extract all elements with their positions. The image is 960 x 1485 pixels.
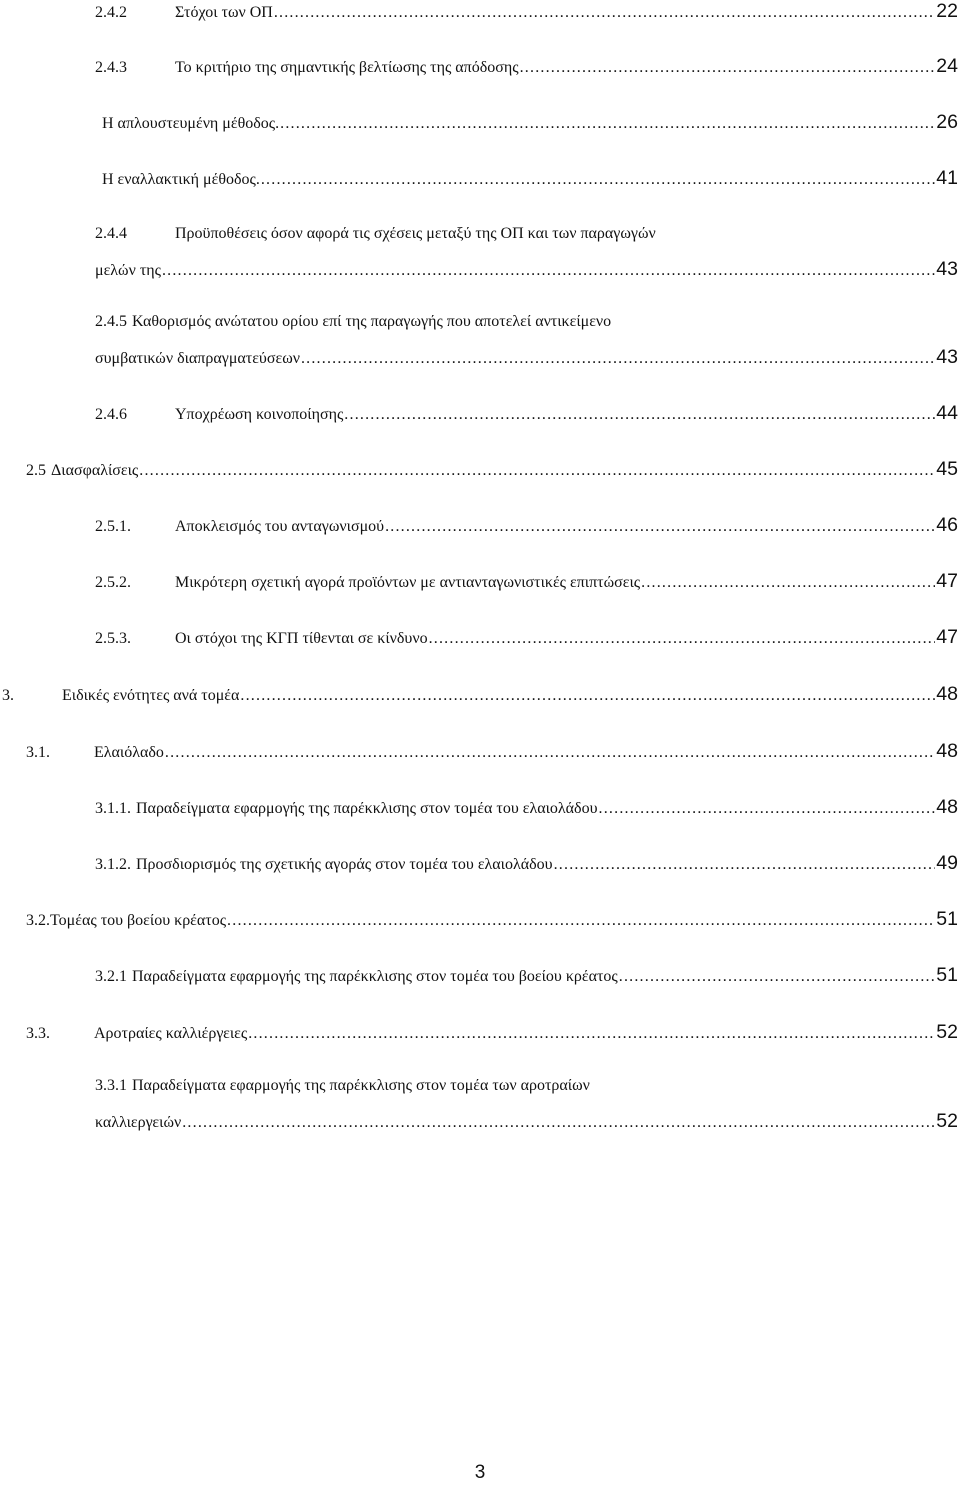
toc-entry-title-cont: συμβατικών διαπραγματεύσεων (95, 350, 300, 367)
dot-leader (520, 59, 936, 77)
toc-entry-number: 3. (2, 687, 14, 704)
dot-leader (619, 968, 936, 986)
toc-entry-title: Παραδείγματα εφαρμογής της παρέκκλισης στον τομέα του βοείου κρέατος (132, 968, 618, 985)
toc-entry-title: Η εναλλακτική μέθοδος. (102, 171, 260, 188)
toc-entry-line1[interactable] (95, 225, 958, 243)
dot-leader (248, 1025, 935, 1043)
toc-entry-number: 2.5.2. (95, 574, 131, 591)
dot-leader (162, 262, 935, 280)
toc-entry[interactable] (102, 167, 958, 190)
toc-entry-page: 46 (936, 514, 958, 536)
toc-entry-number: 3.3. (26, 1025, 50, 1042)
toc-entry[interactable] (95, 626, 958, 649)
toc-entry-title-cont: καλλιεργειών (95, 1114, 182, 1131)
toc-entry[interactable] (95, 55, 958, 78)
toc-entry-title-cont: μελών της (95, 262, 161, 279)
toc-entry-page: 26 (936, 111, 958, 133)
dot-leader (182, 1114, 935, 1132)
dot-leader (240, 687, 935, 705)
toc-entry-title: Το κριτήριο της σημαντικής βελτίωσης της απόδοσης (175, 59, 519, 76)
toc-entry[interactable] (2, 683, 958, 706)
dot-leader (554, 856, 936, 874)
toc-entry[interactable] (95, 0, 958, 23)
toc-entry-page: 48 (936, 740, 958, 762)
toc-entry-title: Ελαιόλαδο (94, 744, 164, 761)
toc-entry-line2[interactable] (95, 1110, 958, 1133)
toc-entry-line2[interactable] (95, 346, 958, 369)
toc-entry-number: 2.4.2 (95, 4, 127, 21)
toc-entry-page: 48 (936, 683, 958, 705)
toc-entry-number: 2.4.5 (95, 313, 127, 330)
toc-entry-title: Η απλουστευμένη μέθοδος. (102, 115, 280, 132)
toc-entry-line1[interactable] (95, 1077, 958, 1095)
toc-entry-line1[interactable] (95, 313, 958, 331)
toc-entry-title: Οι στόχοι της ΚΓΠ τίθενται σε κίνδυνο (175, 630, 428, 647)
toc-entry-title: Προϋποθέσεις όσον αφορά τις σχέσεις μεταξύ της ΟΠ και των παραγωγών (175, 225, 656, 242)
toc-entry[interactable] (26, 908, 958, 931)
dot-leader (301, 350, 935, 368)
toc-entry-page: 51 (936, 908, 958, 930)
toc-entry-title: Αροτραίες καλλιέργειες (94, 1025, 248, 1042)
toc-entry-title: Στόχοι των ΟΠ (175, 4, 273, 21)
toc-entry-page: 52 (936, 1021, 958, 1043)
toc-entry[interactable] (95, 964, 958, 987)
dot-leader (227, 912, 935, 930)
dot-leader (344, 406, 935, 424)
toc-entry-number: 3.1. (26, 744, 50, 761)
toc-entry-page: 45 (936, 458, 958, 480)
toc-entry-page: 22 (936, 0, 958, 22)
toc-entry[interactable] (26, 458, 958, 481)
dot-leader (280, 115, 935, 133)
toc-entry-number: 3.2.1 (95, 968, 127, 985)
toc-entry[interactable] (102, 111, 958, 134)
toc-entry-number: 3.2. (26, 912, 50, 929)
dot-leader (165, 744, 935, 762)
toc-entry-title: Καθορισμός ανώτατου ορίου επί της παραγωγής που αποτελεί αντικείμενο (132, 313, 612, 330)
toc-entry-page: 47 (936, 570, 958, 592)
toc-entry-title: Τομέας του βοείου κρέατος (50, 912, 227, 929)
dot-leader (139, 462, 935, 480)
toc-entry[interactable] (95, 852, 958, 875)
toc-entry-page: 43 (936, 346, 958, 368)
dot-leader (429, 630, 936, 648)
toc-entry-page: 47 (936, 626, 958, 648)
toc-entry[interactable] (95, 570, 958, 593)
toc-entry-line2[interactable] (95, 258, 958, 281)
toc-entry-page: 41 (936, 167, 958, 189)
toc-entry-title: Διασφαλίσεις (51, 462, 139, 479)
toc-entry-number: 2.5 (26, 462, 46, 479)
toc-entry-page: 43 (936, 258, 958, 280)
dot-leader (274, 4, 935, 22)
toc-entry-title: Υποχρέωση κοινοποίησης (175, 406, 344, 423)
dot-leader (641, 574, 935, 592)
dot-leader (385, 518, 935, 536)
toc-entry-title: Παραδείγματα εφαρμογής της παρέκκλισης στον τομέα του ελαιολάδου (136, 800, 598, 817)
toc-entry-number: 2.4.6 (95, 406, 127, 423)
toc-entry[interactable] (26, 1021, 958, 1044)
toc-entry-page: 48 (936, 796, 958, 818)
toc-entry-number: 3.1.1. (95, 800, 131, 817)
toc-entry-number: 2.5.1. (95, 518, 131, 535)
toc-entry-number: 2.4.3 (95, 59, 127, 76)
dot-leader (599, 800, 936, 818)
dot-leader (261, 171, 935, 189)
toc-entry-number: 3.1.2. (95, 856, 131, 873)
toc-entry[interactable] (26, 740, 958, 763)
toc-entry-title: Μικρότερη σχετική αγορά προϊόντων με αντιανταγωνιστικές επιπτώσεις (175, 574, 641, 591)
toc-entry[interactable] (95, 402, 958, 425)
toc-entry-title: Αποκλεισμός του ανταγωνισμού (175, 518, 385, 535)
page-number: 3 (474, 1462, 486, 1483)
toc-entry-title: Ειδικές ενότητες ανά τομέα (62, 687, 240, 704)
toc-entry-page: 44 (936, 402, 958, 424)
toc-entry-title: Προσδιορισμός της σχετικής αγοράς στον τομέα του ελαιολάδου (136, 856, 553, 873)
toc-entry[interactable] (95, 796, 958, 819)
toc-entry-page: 52 (936, 1110, 958, 1132)
toc-entry-number: 2.5.3. (95, 630, 131, 647)
toc-entry-number: 3.3.1 (95, 1077, 127, 1094)
toc-entry-number: 2.4.4 (95, 225, 127, 242)
toc-entry-page: 51 (936, 964, 958, 986)
toc-entry-title: Παραδείγματα εφαρμογής της παρέκκλισης στον τομέα των αροτραίων (132, 1077, 590, 1094)
toc-entry-page: 49 (936, 852, 958, 874)
toc-entry-page: 24 (936, 55, 958, 77)
toc-entry[interactable] (95, 514, 958, 537)
